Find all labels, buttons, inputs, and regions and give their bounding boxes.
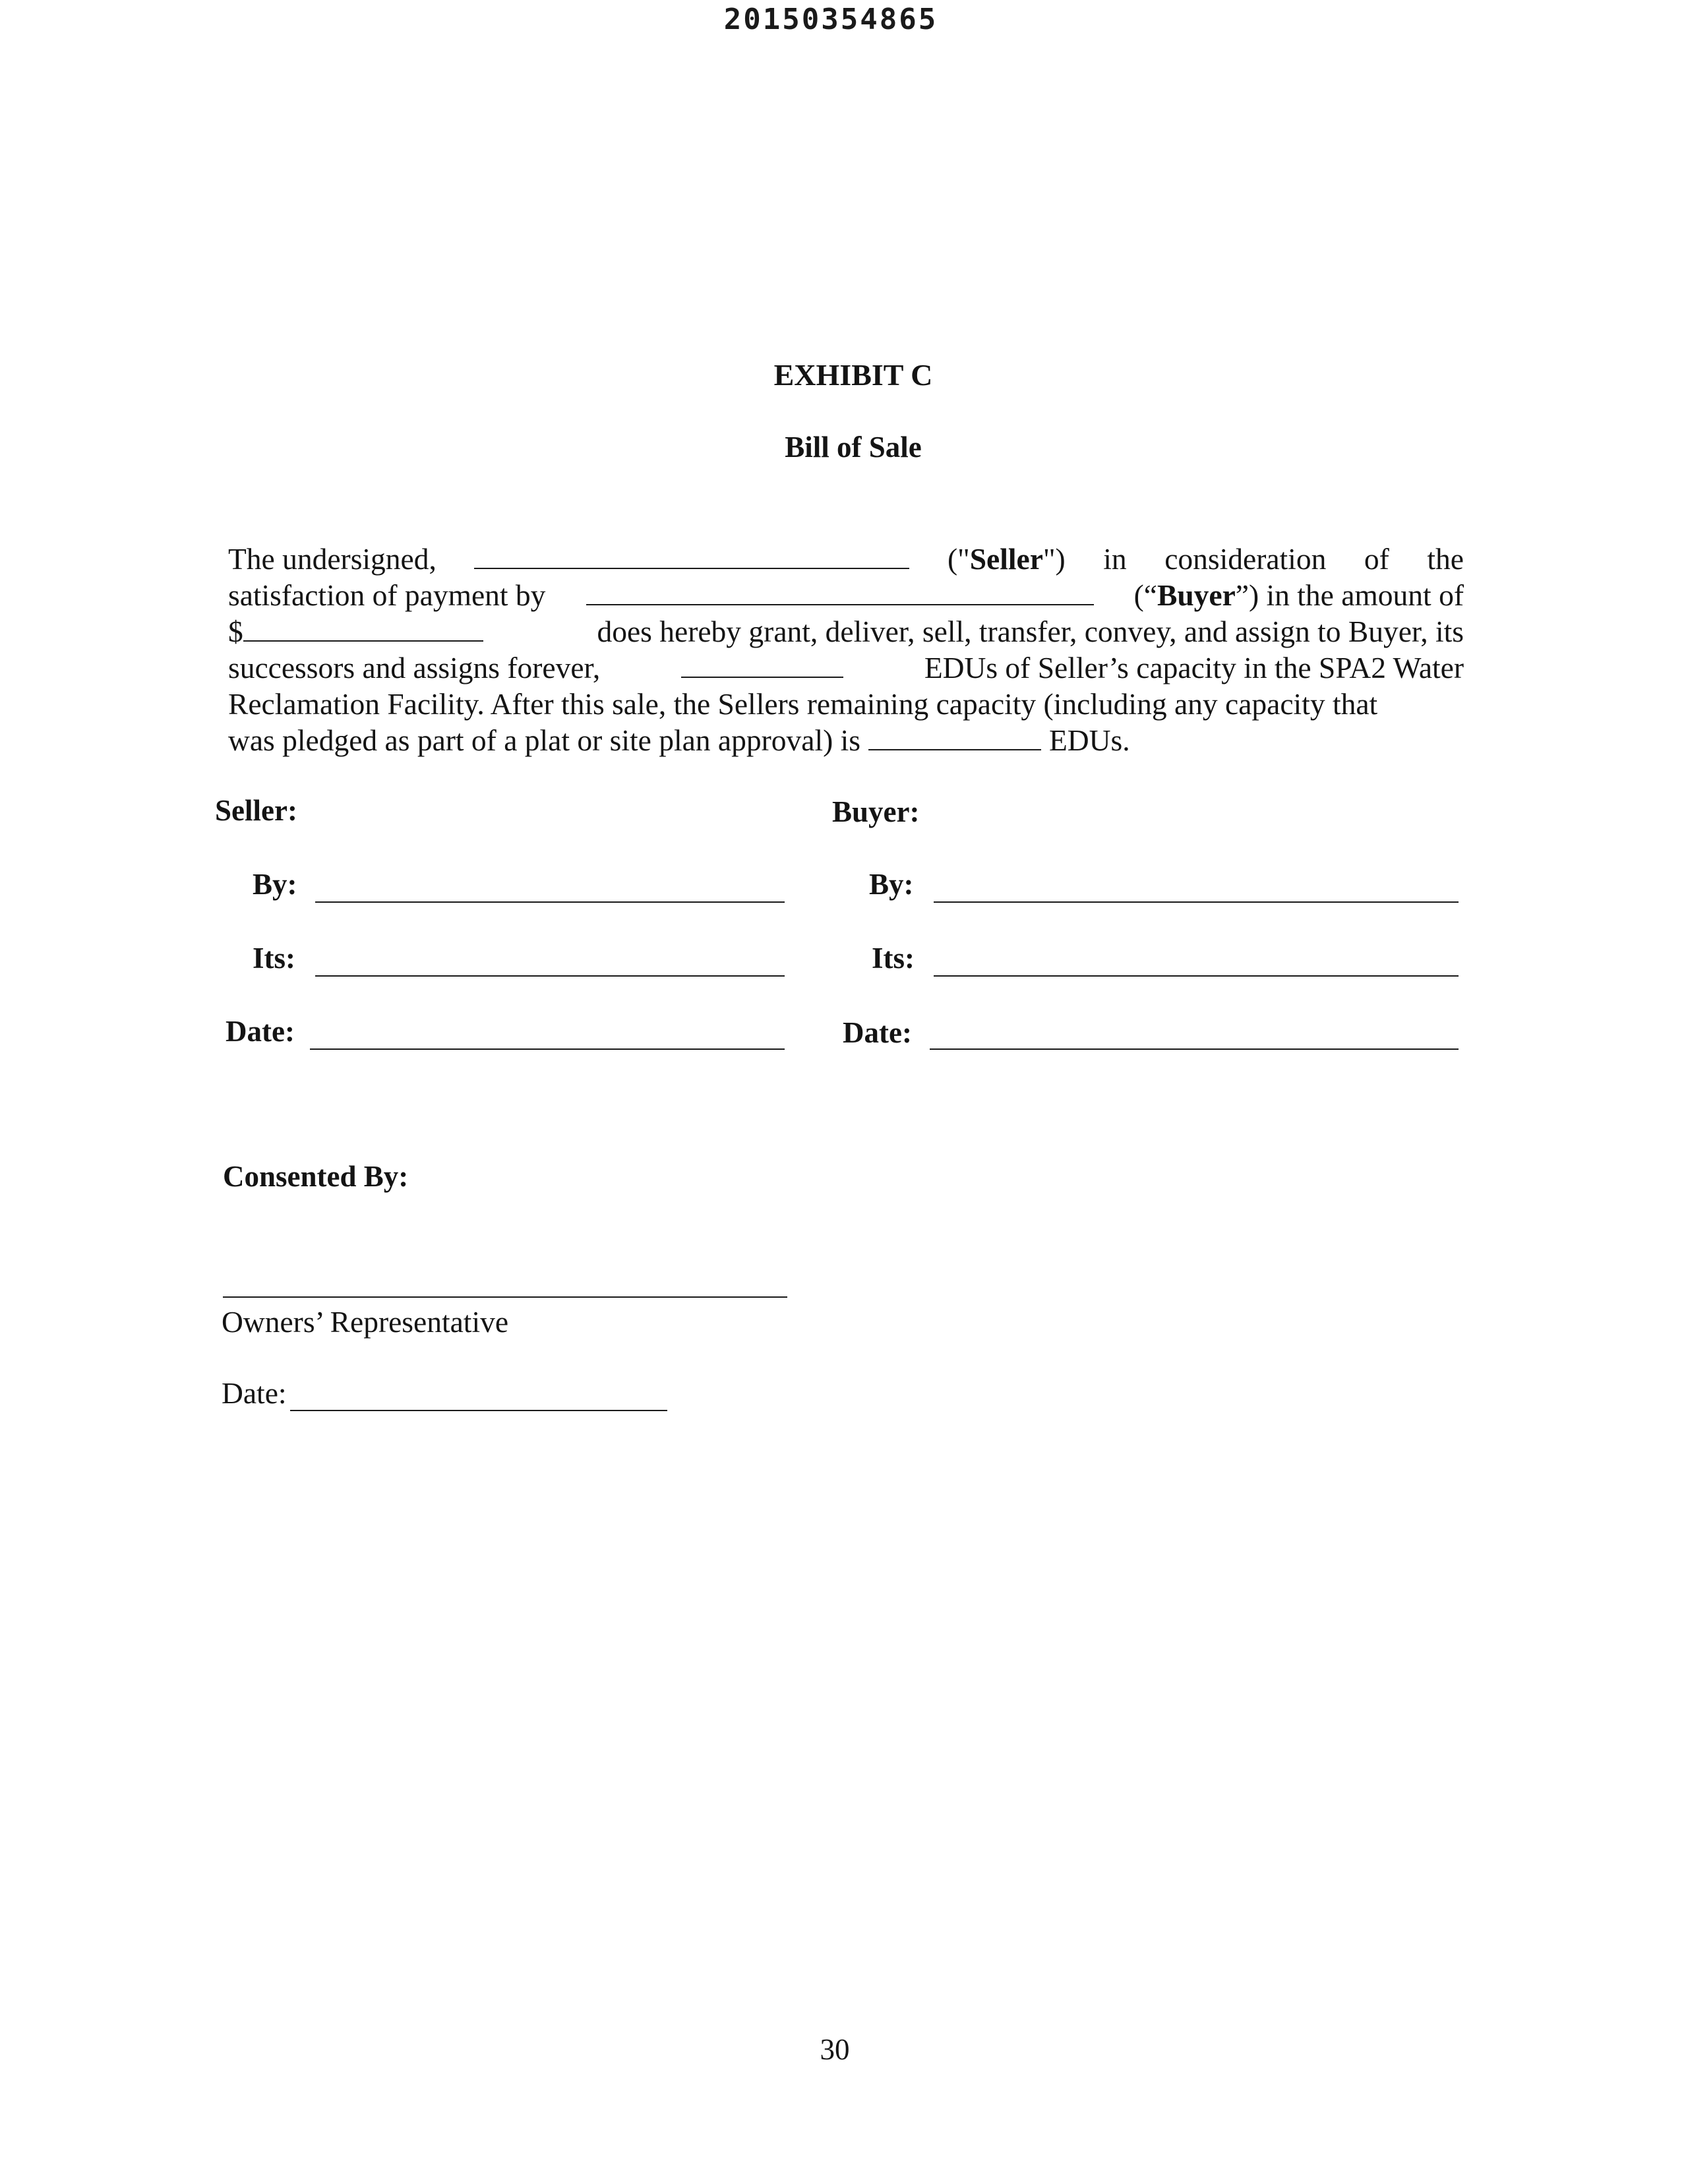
- seller-its-label: Its:: [253, 942, 295, 975]
- seller-name-blank[interactable]: [474, 543, 909, 569]
- seller-term: Seller: [969, 542, 1043, 576]
- text-undersigned: The undersigned,: [228, 542, 437, 576]
- bill-of-sale-paragraph: [228, 541, 1464, 758]
- dollar-sign: $: [228, 615, 243, 648]
- word-the: the: [1427, 542, 1464, 576]
- seller-date-label: Date:: [226, 1015, 295, 1048]
- quote-close: "): [1042, 542, 1066, 576]
- buyer-name-blank[interactable]: [586, 579, 1094, 605]
- text-edus-capacity: EDUs of Seller’s capacity in the SPA2 Water: [924, 651, 1464, 684]
- document-number: 20150354865: [723, 3, 938, 36]
- word-in: in: [1103, 542, 1127, 576]
- seller-definition: [948, 541, 1066, 577]
- buyer-by-line[interactable]: [934, 901, 1459, 903]
- amount-text: ”) in the amount of: [1235, 578, 1464, 612]
- text-reclamation: Reclamation Facility. After this sale, the Sellers remaining capacity (including any capacity that: [228, 687, 1378, 721]
- buyer-its-label: Its:: [872, 942, 915, 975]
- buyer-heading: Buyer:: [832, 795, 920, 828]
- owners-representative-label: Owners’ Representative: [222, 1305, 509, 1339]
- word-of: of: [1364, 542, 1389, 576]
- paragraph-line-3: [228, 613, 1464, 650]
- text-satisfaction: satisfaction of payment by: [228, 578, 546, 612]
- text-successors: successors and assigns forever,: [228, 651, 601, 684]
- amount-blank[interactable]: [243, 615, 483, 642]
- owners-representative-line[interactable]: [223, 1296, 787, 1298]
- seller-by-label: By:: [253, 868, 297, 901]
- paragraph-line-1: [228, 541, 1464, 577]
- paragraph-line-2: [228, 577, 1464, 613]
- exhibit-title: EXHIBIT C: [773, 358, 933, 392]
- exhibit-subtitle: Bill of Sale: [785, 431, 922, 464]
- edus-sold-blank[interactable]: [681, 652, 843, 678]
- paragraph-line-4: [228, 650, 1464, 686]
- quote-open: (": [948, 542, 970, 576]
- consent-date-line[interactable]: [290, 1410, 667, 1411]
- edus-remaining-blank[interactable]: [868, 724, 1041, 750]
- amount-group: [228, 613, 483, 650]
- buyer-date-line[interactable]: [930, 1048, 1459, 1050]
- quote-open: (“: [1133, 578, 1157, 612]
- buyer-by-label: By:: [869, 868, 914, 901]
- paragraph-line-5: [228, 686, 1464, 722]
- seller-date-line[interactable]: [310, 1048, 785, 1050]
- page-number: 30: [820, 2033, 850, 2066]
- text-pledged: was pledged as part of a plat or site plan approval) is: [228, 723, 860, 757]
- paragraph-line-6: [228, 722, 1464, 758]
- word-consideration: consideration: [1164, 542, 1327, 576]
- buyer-its-line[interactable]: [934, 975, 1459, 977]
- consent-date-label: Date:: [222, 1376, 287, 1410]
- seller-by-line[interactable]: [315, 901, 785, 903]
- text-grant: does hereby grant, deliver, sell, transfer, convey, and assign to Buyer, its: [597, 615, 1464, 648]
- buyer-date-label: Date:: [843, 1016, 912, 1049]
- seller-its-line[interactable]: [315, 975, 785, 977]
- consented-by-heading: Consented By:: [223, 1160, 409, 1193]
- text-edus: EDUs.: [1049, 723, 1130, 757]
- buyer-definition: [1134, 577, 1464, 613]
- buyer-term: Buyer: [1157, 578, 1236, 612]
- seller-heading: Seller:: [215, 794, 297, 827]
